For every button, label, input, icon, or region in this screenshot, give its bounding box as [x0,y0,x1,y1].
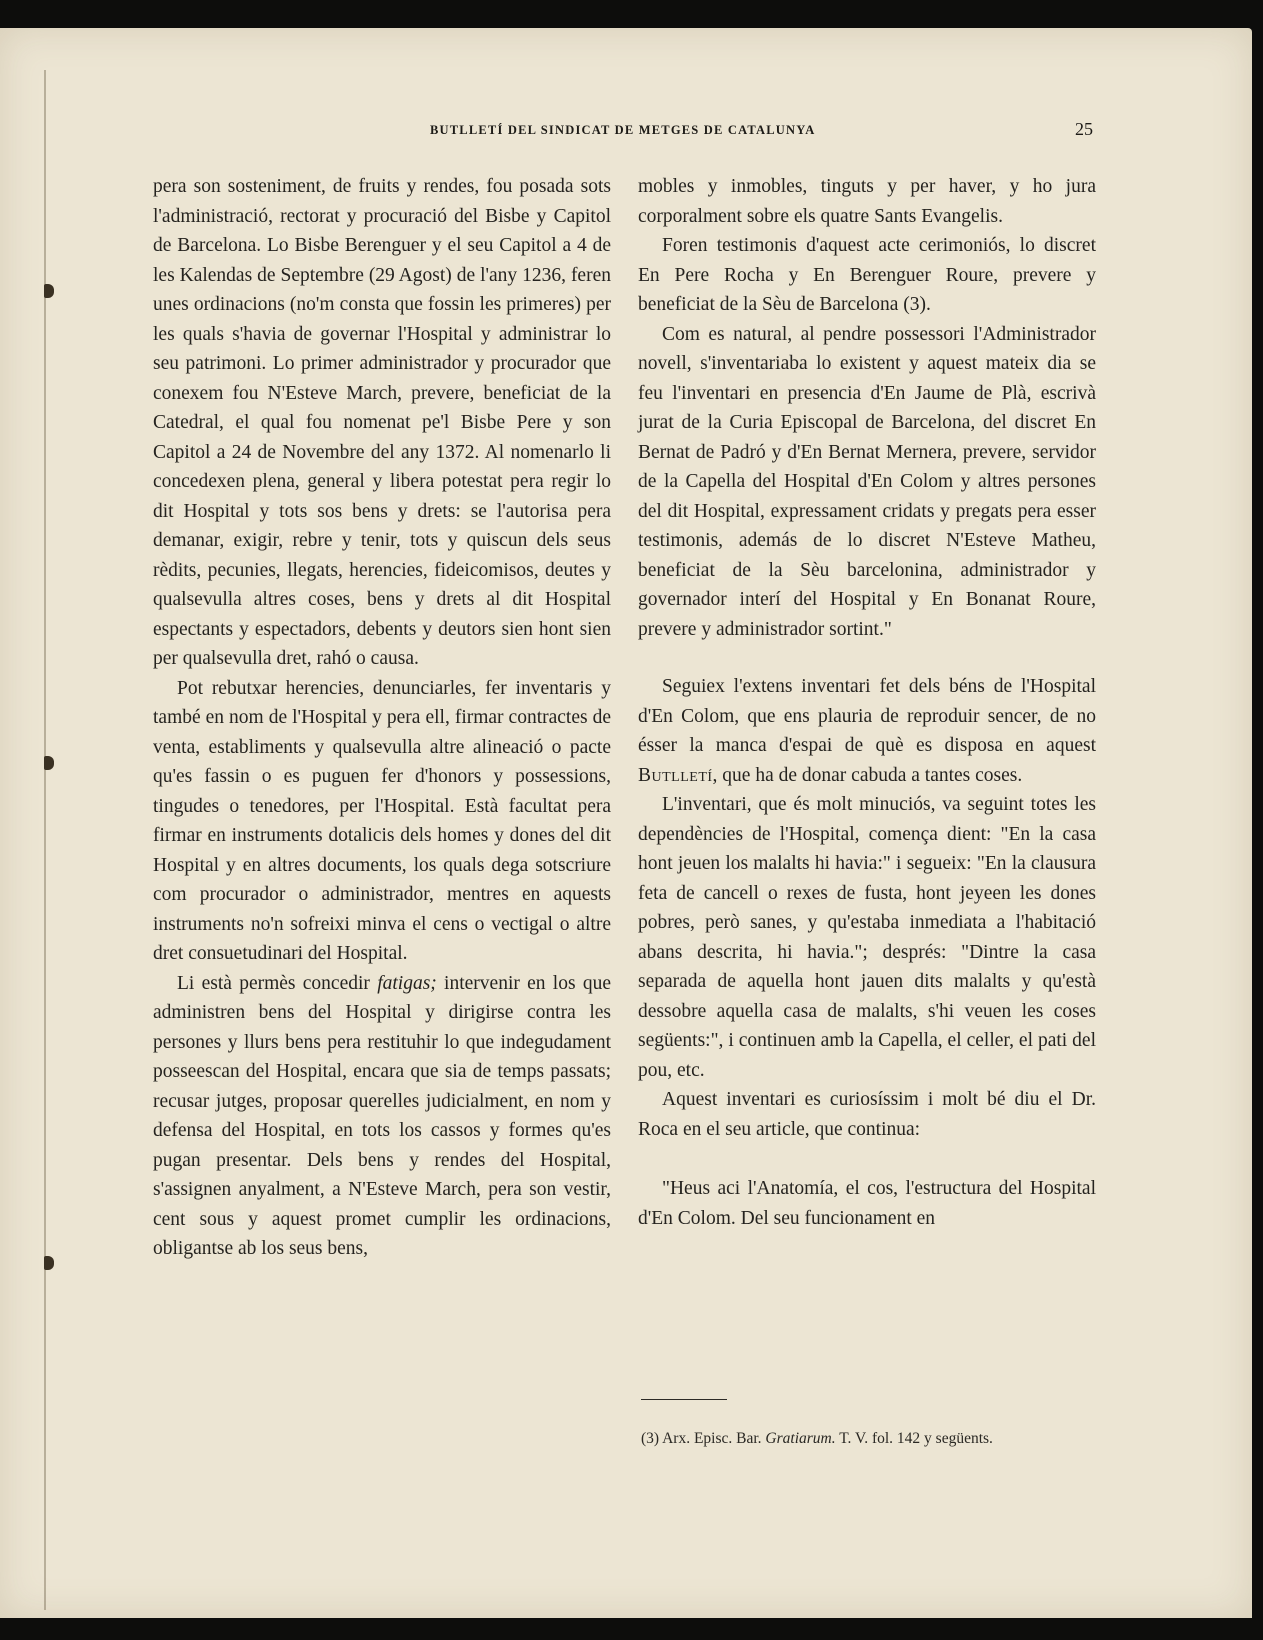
paragraph: pera son sosteniment, de fruits y rendes, fou posada sots l'administració, rectorat y procuració del Bisbe y Capitol de Barcelona. Lo Bisbe Berenguer y el seu Capitol a 4 de les Kalendas de Septembre (29 Agost) de l'any 1236, feren unes ordinacions (no'm consta que fossin les primeres) per les quals s'havia de governar l'Hospital y administrar lo seu patrimoni. Lo primer administrador y procurador que conexem fou N'Esteve March, prevere, beneficiat de la Catedral, el qual fou nomenat pe'l Bisbe Pere y son Capitol a 24 de Novembre del any 1372. Al nomenarlo li concedexen plena, general y libera potestat pera regir lo dit Hospital y tots sos bens y drets: se l'autorisa pera demanar, exigir, rebre y tenir, tots y quiscun dels seus rèdits, pecunies, llegats, herencies, fideicomisos, deutes y qualsevulla altres coses, bens y drets al dit Hospital espectants y espectadors, debents y deutors sien hont sien per qualsevulla dret, rahó o causa. [153,176,611,669]
paragraph: L'inventari, que és molt minuciós, va seguint totes les dependències de l'Hospital, comença dient: "En la casa hont jeuen los malalts hi havia:" i segueix: "En la clausura feta de cancell o rexes de fusta, hont jeyeen les dones pobres, però sanes, y qu'estaba inmediata a l'habitació abans descrita, hi havia."; després: "Dintre la casa separada de aquella hont jauen dits malalts y qu'està dessobre aquella casa de malalts, s'hi veuen les coses següents:", i continuen amb la Capella, el celler, el pati del pou, etc. [638,794,1096,1081]
quote-paragraph: "Heus aci l'Anatomía, el cos, l'estructura del Hospital d'En Colom. Del seu funcionament en [638,1178,1096,1229]
italic-term: fatigas; [377,972,437,994]
paragraph: Pot rebutxar herencies, denunciarles, fer inventaris y també en nom de l'Hospital y pera ell, firmar contractes de venta, establiments y qualsevulla altre alineació o pacte qu'es fassin o es puguen fer d'honors y possessions, tingudes o tenedores, per l'Hospital. Està facultat pera firmar en instruments dotalicis dels homes y dones del dit Hospital y en altres documents, los quals dega sotscriure com procurador o administrador, mentres en aquests instruments no'n sofreixi minva el cens o vectigal o altre dret consuetudinari del Hospital. [153,677,611,964]
text-run: , que ha de donar cabuda a tantes coses. [712,764,1023,786]
paragraph: Aquest inventari es curiosíssim i molt bé diu el Dr. Roca en el seu article, que continua: [638,1089,1096,1140]
binding-hole [44,1256,54,1270]
text-run: T. V. fol. 142 y següents. [835,1430,993,1447]
small-caps-term: Butlletí [638,764,713,786]
footnote [641,1429,1098,1448]
paragraph: Foren testimonis d'aquest acte cerimoniós, lo discret En Pere Rocha y En Berenguer Roure, prevere y beneficiat de la Sèu de Barcelona (3). [638,235,1096,315]
binding-line [44,70,46,1610]
paragraph: Com es natural, al pendre possessori l'Administrador novell, s'inventariaba lo existent y aquest mateix dia se feu l'inventari en presencia d'En Jaume de Plà, escrivà jurat de la Curia Episcopal de Barcelona, del discret En Bernat de Padró y d'En Bernat Mernera, prevere, servidor de la Capella del Hospital d'En Colom y altres persones del dit Hospital, expressament cridats y pregats pera esser testimonis, además de lo discret N'Esteve Matheu, beneficiat de la Sèu barcelonina, administrador y governador interí del Hospital y En Bonanat Roure, prevere y administrador sortint." [638,323,1096,640]
italic-term: Gratiarum. [765,1430,836,1447]
text-run: (3) Arx. Episc. Bar. [641,1430,766,1447]
left-column [153,172,611,1264]
text-run: Seguiex l'extens inventari fet dels béns de l'Hospital d'En Colom, que ens plauria de reproduir sencer, de no ésser la manca d'espai de què es disposa en aquest [638,676,1096,756]
paragraph: mobles y inmobles, tinguts y per haver, y ho jura corporalment sobre els quatre Sants Evangelis. [638,176,1096,227]
scan-background [0,1618,1263,1640]
binding-hole [44,284,54,298]
paragraph [153,969,611,1264]
running-title: BUTLLETÍ DEL SINDICAT DE METGES DE CATALUNYA [430,123,816,137]
binding-hole [44,756,54,770]
paragraph [638,672,1096,790]
text-run: intervenir en los que administren bens del Hospital y dirigirse contra les persones y llurs bens pera restituhir lo que indegudament posseescan del Hospital, encara que sia de temps passats; recusar jutges, proposar querelles judicialment, en nom y defensa del Hospital, en tots los cassos y formes qu'es pugan presentar. Dels bens y rendes del Hospital, s'assignen anyalment, a N'Esteve March, pera son vestir, cent sous y aquest promet cumplir les ordinacions, obligantse ab los seus bens, [153,972,611,1259]
text-run: Li està permès concedir [177,972,378,994]
page-number: 25 [1075,119,1093,139]
right-column [638,172,1096,1233]
footnote-rule [641,1399,727,1400]
